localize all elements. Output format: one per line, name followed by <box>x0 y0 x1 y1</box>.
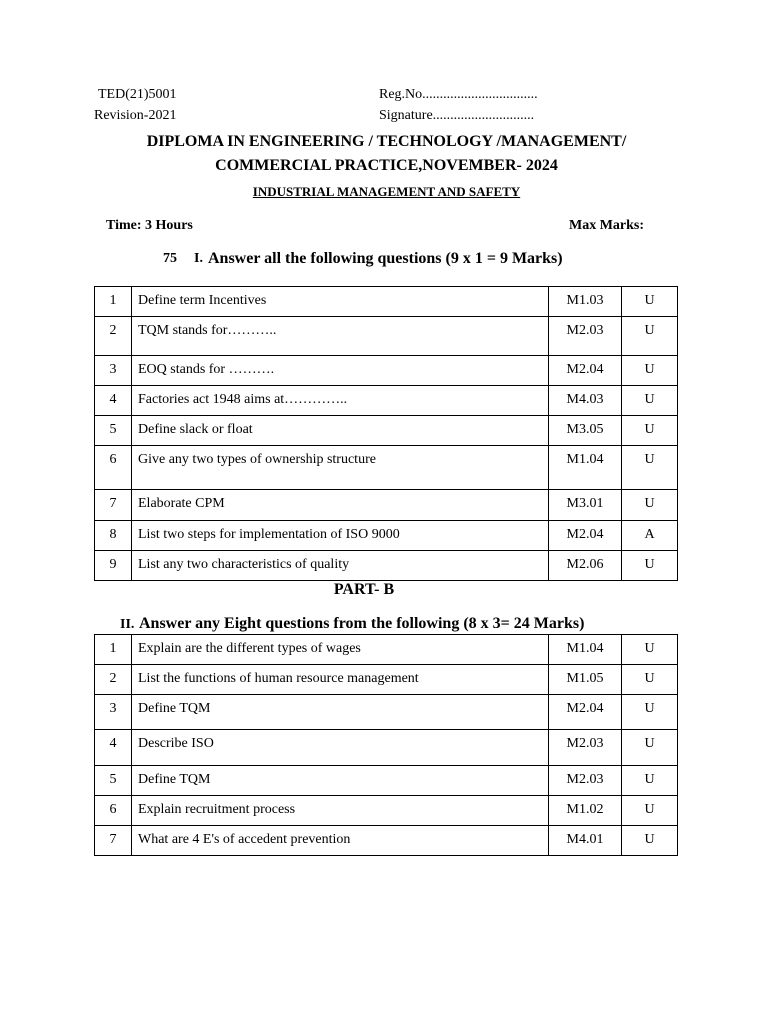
question-number: 5 <box>109 422 117 437</box>
question-number: 9 <box>109 557 117 572</box>
cognitive-level: U <box>644 641 655 656</box>
cognitive-level-cell <box>622 356 678 386</box>
part-a-question-table <box>94 286 678 581</box>
question-text: Define TQM <box>138 701 211 716</box>
module-code-cell <box>549 317 622 356</box>
question-text-cell <box>132 730 549 766</box>
question-row <box>95 695 678 730</box>
question-number: 7 <box>109 832 117 847</box>
module-code-cell <box>549 635 622 665</box>
module-code-cell <box>549 446 622 490</box>
question-text-cell <box>132 416 549 446</box>
module-code-cell <box>549 416 622 446</box>
question-text-cell <box>132 551 549 581</box>
question-row <box>95 490 678 521</box>
cognitive-level-cell <box>622 446 678 490</box>
cognitive-level: U <box>644 832 655 847</box>
cognitive-level: U <box>644 772 655 787</box>
question-text: Give any two types of ownership structure <box>138 452 376 467</box>
question-row <box>95 826 678 856</box>
module-code: M1.05 <box>566 671 604 686</box>
question-row <box>95 287 678 317</box>
question-text: EOQ stands for ………. <box>138 362 275 377</box>
question-text-cell <box>132 695 549 730</box>
question-text: Describe ISO <box>138 736 214 751</box>
question-row <box>95 730 678 766</box>
question-text-cell <box>132 490 549 521</box>
cognitive-level: U <box>644 392 655 407</box>
reg-no-field: Reg.No................................. <box>379 87 538 102</box>
cognitive-level-cell <box>622 521 678 551</box>
question-number-cell <box>95 766 132 796</box>
module-code: M2.04 <box>566 701 604 716</box>
part-a-numeral: I. <box>194 251 203 266</box>
question-number-cell <box>95 416 132 446</box>
question-number: 4 <box>109 392 117 407</box>
question-text-cell <box>132 446 549 490</box>
question-row <box>95 356 678 386</box>
cognitive-level-cell <box>622 695 678 730</box>
module-code: M4.03 <box>566 392 604 407</box>
module-code: M2.03 <box>566 772 604 787</box>
signature-field: Signature............................. <box>379 108 535 123</box>
part-a-instruction: Answer all the following questions (9 x 1 = 9 Marks) <box>208 250 563 267</box>
question-text: What are 4 E's of accedent prevention <box>138 832 351 847</box>
question-number-cell <box>95 826 132 856</box>
question-text: Explain are the different types of wages <box>138 641 361 656</box>
cognitive-level-cell <box>622 416 678 446</box>
question-number: 1 <box>109 641 117 656</box>
question-number-cell <box>95 635 132 665</box>
question-row <box>95 317 678 356</box>
cognitive-level-cell <box>622 287 678 317</box>
question-text: List the functions of human resource management <box>138 671 419 686</box>
module-code-cell <box>549 730 622 766</box>
module-code: M1.04 <box>566 452 604 467</box>
question-number: 6 <box>109 452 117 467</box>
question-number-cell <box>95 796 132 826</box>
cognitive-level: U <box>644 362 655 377</box>
module-code-cell <box>549 490 622 521</box>
cognitive-level: A <box>644 527 655 542</box>
question-text-cell <box>132 317 549 356</box>
question-number-cell <box>95 695 132 730</box>
question-text-cell <box>132 386 549 416</box>
part-b-numeral: II. <box>120 617 135 632</box>
part-b-question-table <box>94 634 678 856</box>
question-text: List any two characteristics of quality <box>138 557 350 572</box>
cognitive-level: U <box>644 452 655 467</box>
module-code-cell <box>549 695 622 730</box>
question-text-cell <box>132 665 549 695</box>
module-code: M3.01 <box>566 496 604 511</box>
question-number-cell <box>95 356 132 386</box>
cognitive-level: U <box>644 671 655 686</box>
revision: Revision-2021 <box>94 108 177 123</box>
question-number-cell <box>95 490 132 521</box>
question-text: Define TQM <box>138 772 211 787</box>
max-marks-label: Max Marks: <box>569 218 645 233</box>
module-code-cell <box>549 665 622 695</box>
module-code-cell <box>549 356 622 386</box>
module-code: M2.04 <box>566 527 604 542</box>
question-number: 2 <box>109 323 117 338</box>
module-code: M2.04 <box>566 362 604 377</box>
question-number-cell <box>95 665 132 695</box>
cognitive-level: U <box>644 736 655 751</box>
question-number: 7 <box>109 496 117 511</box>
cognitive-level: U <box>644 293 655 308</box>
cognitive-level-cell <box>622 317 678 356</box>
time-label: Time: 3 Hours <box>106 218 193 233</box>
question-number-cell <box>95 446 132 490</box>
cognitive-level: U <box>644 701 655 716</box>
question-number: 3 <box>109 701 117 716</box>
cognitive-level: U <box>644 422 655 437</box>
question-number: 2 <box>109 671 117 686</box>
question-number: 8 <box>109 527 117 542</box>
module-code: M2.03 <box>566 736 604 751</box>
module-code: M2.03 <box>566 323 604 338</box>
module-code-cell <box>549 386 622 416</box>
question-number-cell <box>95 730 132 766</box>
question-row <box>95 635 678 665</box>
part-b-instruction: Answer any Eight questions from the following (8 x 3= 24 Marks) <box>139 615 585 632</box>
question-row <box>95 446 678 490</box>
cognitive-level-cell <box>622 386 678 416</box>
question-text: Factories act 1948 aims at………….. <box>138 392 348 407</box>
module-code-cell <box>549 796 622 826</box>
question-row <box>95 665 678 695</box>
part-b-heading: PART- B <box>333 581 395 598</box>
question-text: Explain recruitment process <box>138 802 296 817</box>
cognitive-level-cell <box>622 635 678 665</box>
cognitive-level: U <box>644 802 655 817</box>
question-text-cell <box>132 826 549 856</box>
question-number: 3 <box>109 362 117 377</box>
question-number: 4 <box>109 736 117 751</box>
module-code: M1.04 <box>566 641 604 656</box>
cognitive-level-cell <box>622 665 678 695</box>
question-row <box>95 416 678 446</box>
subject-title: INDUSTRIAL MANAGEMENT AND SAFETY <box>252 184 521 199</box>
question-text-cell <box>132 766 549 796</box>
question-number-cell <box>95 521 132 551</box>
question-row <box>95 796 678 826</box>
paper-code: TED(21)5001 <box>98 87 177 102</box>
question-text: TQM stands for……….. <box>138 323 277 338</box>
exam-title-line2: COMMERCIAL PRACTICE,NOVEMBER- 2024 <box>215 157 558 174</box>
module-code: M2.06 <box>566 557 604 572</box>
question-text-cell <box>132 356 549 386</box>
module-code-cell <box>549 766 622 796</box>
cognitive-level-cell <box>622 730 678 766</box>
question-row <box>95 551 678 581</box>
question-number-cell <box>95 551 132 581</box>
module-code: M1.03 <box>566 293 604 308</box>
module-code-cell <box>549 551 622 581</box>
cognitive-level-cell <box>622 766 678 796</box>
module-code: M1.02 <box>566 802 604 817</box>
module-code: M3.05 <box>566 422 604 437</box>
question-number-cell <box>95 287 132 317</box>
question-row <box>95 521 678 551</box>
question-number: 1 <box>109 293 117 308</box>
module-code-cell <box>549 287 622 317</box>
cognitive-level-cell <box>622 551 678 581</box>
exam-title-line1: DIPLOMA IN ENGINEERING / TECHNOLOGY /MANAGEMENT/ <box>146 133 627 150</box>
question-text: Elaborate CPM <box>138 496 225 511</box>
module-code-cell <box>549 521 622 551</box>
question-number: 5 <box>109 772 117 787</box>
question-number-cell <box>95 317 132 356</box>
cognitive-level: U <box>644 496 655 511</box>
question-number: 6 <box>109 802 117 817</box>
question-text-cell <box>132 635 549 665</box>
question-text: List two steps for implementation of ISO 9000 <box>138 527 400 542</box>
max-marks-value: 75 <box>163 251 177 266</box>
question-text-cell <box>132 287 549 317</box>
question-text: Define term Incentives <box>138 293 267 308</box>
question-text: Define slack or float <box>138 422 253 437</box>
question-row <box>95 386 678 416</box>
cognitive-level-cell <box>622 796 678 826</box>
question-text-cell <box>132 521 549 551</box>
cognitive-level: U <box>644 557 655 572</box>
module-code: M4.01 <box>566 832 604 847</box>
question-row <box>95 766 678 796</box>
question-number-cell <box>95 386 132 416</box>
cognitive-level-cell <box>622 826 678 856</box>
module-code-cell <box>549 826 622 856</box>
question-text-cell <box>132 796 549 826</box>
cognitive-level-cell <box>622 490 678 521</box>
cognitive-level: U <box>644 323 655 338</box>
